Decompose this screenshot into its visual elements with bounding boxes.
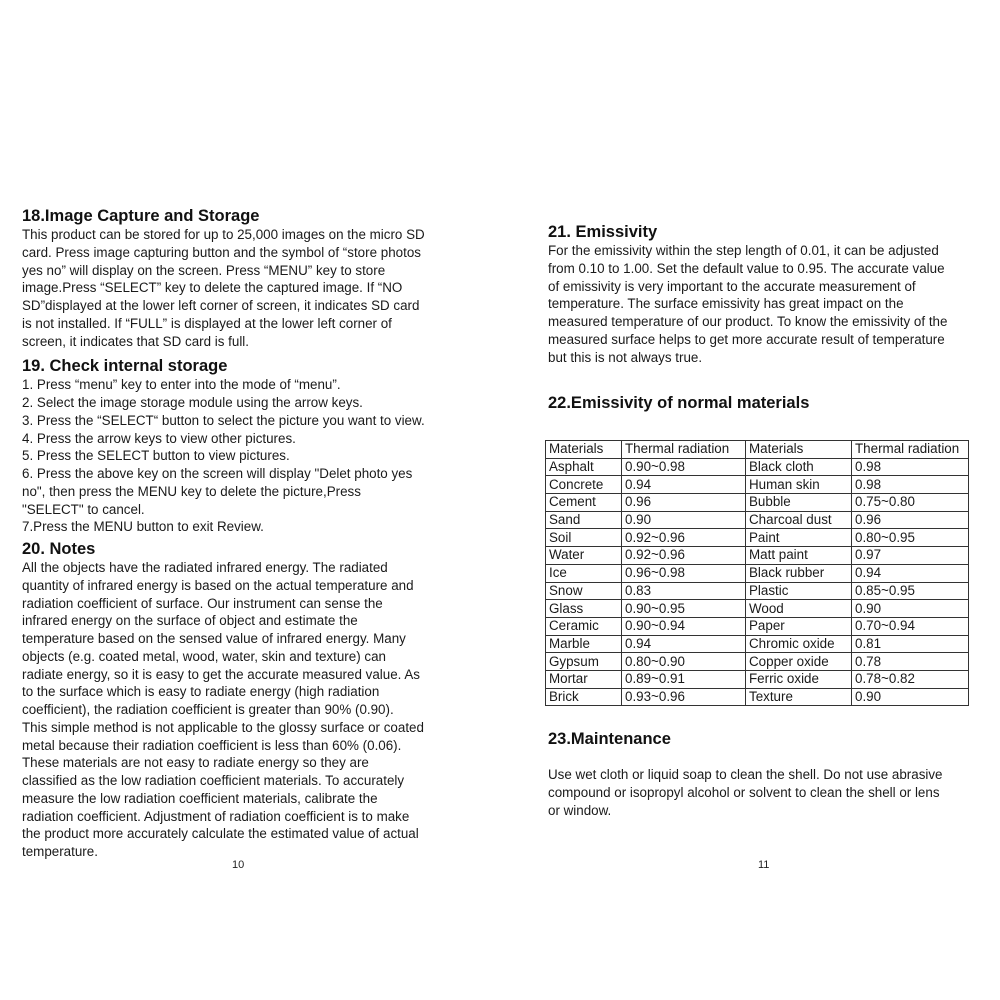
list-item: no", then press the MENU key to delete the picture,Press — [22, 483, 361, 499]
text-line: or window. — [548, 802, 612, 818]
text-line: objects (e.g. coated metal, wood, water, skin and texture) can — [22, 648, 386, 664]
page-number-left: 10 — [232, 859, 245, 871]
table-cell: Sand — [546, 511, 622, 529]
section-20 — [22, 539, 454, 861]
right-page — [548, 222, 978, 366]
section-20-body — [22, 559, 454, 861]
table-cell: Bubble — [746, 494, 852, 512]
list-item: 2. Select the image storage module using the arrow keys. — [22, 395, 363, 410]
table-cell: 0.97 — [852, 547, 969, 565]
table-row — [546, 529, 969, 547]
column-header: Materials — [746, 441, 852, 459]
text-line: This simple method is not applicable to the glossy surface or coated — [22, 719, 424, 735]
column-header: Thermal radiation — [852, 441, 969, 459]
section-18-body — [22, 226, 454, 350]
column-header: Thermal radiation — [622, 441, 746, 459]
section-19-title: 19. Check internal storage — [22, 357, 228, 376]
text-line: classified as the low radiation coefficient materials. To accurately — [22, 773, 405, 788]
text-line: card. Press image capturing button and the symbol of “store photos — [22, 244, 421, 260]
text-line: Use wet cloth or liquid soap to clean the shell. Do not use abrasive — [548, 767, 943, 782]
table-cell: 0.75~0.80 — [852, 494, 969, 512]
table-cell: 0.94 — [622, 635, 746, 653]
table-cell: 0.98 — [852, 458, 969, 476]
table-cell: Wood — [746, 600, 852, 618]
section-23-body — [548, 766, 978, 819]
text-line: For the emissivity within the step length of 0.01, it can be adjusted — [548, 243, 939, 258]
text-line: radiation coefficient. Adjustment of radiation coefficient is to make — [22, 808, 410, 824]
table-cell: Ceramic — [546, 617, 622, 635]
section-21-body — [548, 242, 978, 366]
table-cell: Glass — [546, 600, 622, 618]
table-cell: 0.94 — [622, 476, 746, 494]
table-cell: 0.89~0.91 — [622, 670, 746, 688]
section-23-title: 23.Maintenance — [548, 730, 671, 748]
text-line: All the objects have the radiated infrared energy. The radiated — [22, 560, 388, 575]
list-item: 6. Press the above key on the screen will display "Delet photo yes — [22, 466, 413, 481]
table-cell: Matt paint — [746, 547, 852, 565]
table-cell: Concrete — [546, 476, 622, 494]
table-cell: 0.90~0.94 — [622, 617, 746, 635]
section-18-title: 18.Image Capture and Storage — [22, 207, 260, 225]
table-cell: Copper oxide — [746, 653, 852, 671]
text-line: the product more accurately calculate the estimated value of actual — [22, 826, 419, 842]
table-cell: Gypsum — [546, 653, 622, 671]
table-cell: 0.90 — [622, 511, 746, 529]
page-number-right: 11 — [758, 859, 770, 871]
section-18 — [22, 206, 454, 350]
text-line: image.Press “SELECT” key to delete the captured image. If “NO — [22, 280, 403, 296]
table-cell: 0.70~0.94 — [852, 617, 969, 635]
table-cell: 0.80~0.90 — [622, 653, 746, 671]
table-header-row — [546, 441, 969, 459]
table-cell: Cement — [546, 494, 622, 512]
text-line: This product can be stored for up to 25,000 images on the micro SD — [22, 227, 425, 242]
text-line: coefficient), the radiation coefficient is greater than 90% (0.90). — [22, 702, 394, 717]
table-cell: 0.96 — [622, 494, 746, 512]
table-cell: Snow — [546, 582, 622, 600]
list-item: "SELECT" to cancel. — [22, 501, 145, 517]
table-cell: 0.78 — [852, 653, 969, 671]
text-line: of emissivity is very important to the accurate measurement of — [548, 278, 916, 294]
list-item: 4. Press the arrow keys to view other pictures. — [22, 430, 296, 446]
table-cell: 0.90 — [852, 600, 969, 618]
text-line: yes no” will display on the screen. Press “MENU” key to store — [22, 262, 386, 278]
list-item: 7.Press the MENU button to exit Review. — [22, 519, 264, 535]
table-cell: Paint — [746, 529, 852, 547]
text-line: radiation coefficient of surface. Our instrument can sense the — [22, 595, 383, 611]
table-row — [546, 458, 969, 476]
table-cell: Water — [546, 547, 622, 565]
table-cell: Paper — [746, 617, 852, 635]
text-line: These materials are not easy to radiate energy so they are — [22, 755, 369, 771]
table-cell: 0.92~0.96 — [622, 547, 746, 565]
table-cell: 0.90~0.98 — [622, 458, 746, 476]
table-row — [546, 511, 969, 529]
table-cell: Charcoal dust — [746, 511, 852, 529]
column-header: Materials — [546, 441, 622, 459]
table-row — [546, 617, 969, 635]
table-cell: 0.78~0.82 — [852, 670, 969, 688]
section-19 — [22, 356, 454, 536]
text-line: SD”displayed at the lower left corner of screen, it indicates SD card — [22, 298, 420, 313]
table-cell: Chromic oxide — [746, 635, 852, 653]
table-row — [546, 494, 969, 512]
text-line: temperature. — [22, 844, 98, 859]
table-row — [546, 688, 969, 706]
table-cell: Ice — [546, 564, 622, 582]
table-cell: 0.98 — [852, 476, 969, 494]
table-cell: 0.80~0.95 — [852, 529, 969, 547]
text-line: compound or isopropyl alcohol or solvent to clean the shell or lens — [548, 784, 940, 800]
section-22-title: 22.Emissivity of normal materials — [548, 394, 810, 412]
table-row — [546, 564, 969, 582]
text-line: but this is not always true. — [548, 349, 703, 365]
table-cell: Ferric oxide — [746, 670, 852, 688]
text-line: radiate energy, so it is easy to get the accurate measured value. As — [22, 666, 420, 682]
section-21 — [548, 222, 978, 366]
table-cell: 0.90 — [852, 688, 969, 706]
text-line: measure the low radiation coefficient materials, calibrate the — [22, 790, 378, 806]
text-line: measured surface helps to get more accurate result of temperature — [548, 331, 945, 347]
text-line: screen, it indicates that SD card is full. — [22, 333, 249, 349]
table-cell: 0.83 — [622, 582, 746, 600]
text-line: measured temperature of our product. To know the emissivity of the — [548, 314, 948, 329]
text-line: metal because their radiation coefficient is less than 60% (0.06). — [22, 737, 402, 753]
table-cell: Soil — [546, 529, 622, 547]
text-line: quantity of infrared energy is based on the actual temperature and — [22, 577, 414, 593]
list-item: 1. Press “menu” key to enter into the mode of “menu”. — [22, 377, 341, 393]
emissivity-table — [545, 440, 969, 706]
table-row — [546, 547, 969, 565]
table-row — [546, 670, 969, 688]
table-cell: Black cloth — [746, 458, 852, 476]
left-page — [22, 206, 454, 861]
table-cell: Marble — [546, 635, 622, 653]
text-line: temperature based on the sensed value of infrared energy. Many — [22, 631, 406, 646]
text-line: from 0.10 to 1.00. Set the default value to 0.95. The accurate value — [548, 260, 945, 276]
table-row — [546, 600, 969, 618]
text-line: is not installed. If “FULL” is displayed at the lower left corner of — [22, 315, 392, 331]
section-21-title: 21. Emissivity — [548, 223, 658, 241]
table-body — [546, 458, 969, 706]
section-20-title: 20. Notes — [22, 540, 96, 558]
table-row — [546, 582, 969, 600]
text-line: temperature. The surface emissivity has great impact on the — [548, 296, 904, 312]
table-cell: Asphalt — [546, 458, 622, 476]
text-line: infrared energy on the surface of object and estimate the — [22, 613, 358, 629]
table-cell: 0.96~0.98 — [622, 564, 746, 582]
table-cell: Human skin — [746, 476, 852, 494]
list-item: 5. Press the SELECT button to view pictures. — [22, 448, 290, 464]
table-cell: 0.90~0.95 — [622, 600, 746, 618]
table-cell: Mortar — [546, 670, 622, 688]
section-19-steps — [22, 376, 454, 536]
table-cell: Black rubber — [746, 564, 852, 582]
table-cell: 0.85~0.95 — [852, 582, 969, 600]
table-row — [546, 635, 969, 653]
table-row — [546, 653, 969, 671]
list-item: 3. Press the “SELECT“ button to select the picture you want to view. — [22, 412, 425, 428]
table-cell: 0.94 — [852, 564, 969, 582]
text-line: to the surface which is easy to radiate energy (high radiation — [22, 684, 380, 700]
table-cell: 0.81 — [852, 635, 969, 653]
table-cell: Texture — [746, 688, 852, 706]
table-cell: 0.92~0.96 — [622, 529, 746, 547]
table-cell: Brick — [546, 688, 622, 706]
table-cell: Plastic — [746, 582, 852, 600]
table-row — [546, 476, 969, 494]
table-cell: 0.93~0.96 — [622, 688, 746, 706]
table-cell: 0.96 — [852, 511, 969, 529]
